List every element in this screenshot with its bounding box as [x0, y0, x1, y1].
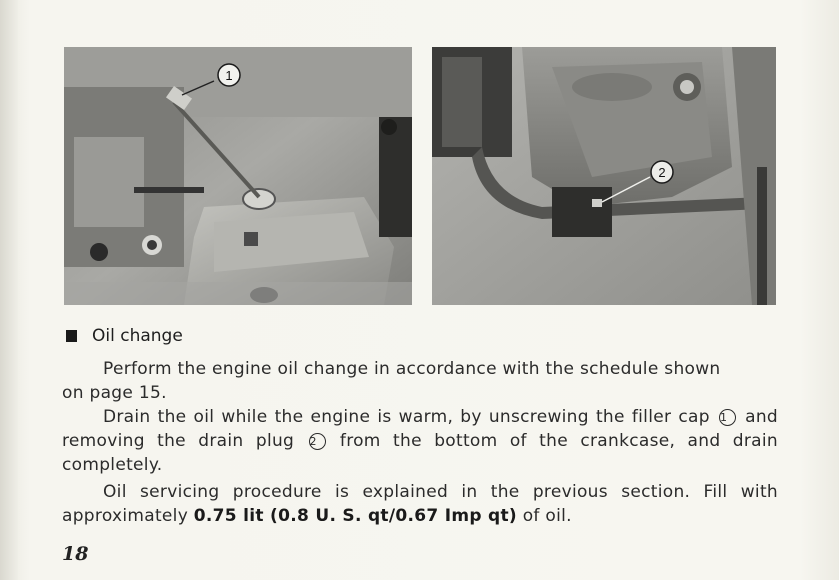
photo-oil-filler-cap — [64, 47, 412, 305]
section-heading-text: Oil change — [92, 326, 183, 346]
section-heading — [66, 326, 183, 346]
oil-capacity: 0.75 lit (0.8 U. S. qt/0.67 Imp qt) — [193, 506, 518, 526]
engine-filler-cap-illustration — [64, 47, 412, 305]
page-spine-shadow — [0, 0, 18, 580]
ref-marker-1: 1 — [719, 409, 736, 426]
paragraph-schedule-line1: Perform the engine oil change in accordance with the schedule shown — [103, 359, 721, 379]
ref-marker-2: 2 — [309, 433, 326, 450]
page-number: 18 — [62, 543, 89, 565]
paragraph-fill — [62, 480, 778, 528]
paragraph-fill-text-2: of oil. — [522, 506, 572, 526]
paragraph-schedule — [62, 357, 778, 405]
paragraph-drain-text-1: Drain the oil while the engine is warm, by unscrewing the filler cap — [103, 407, 710, 427]
crankcase-drain-plug-illustration — [432, 47, 776, 305]
callout-number-2: 2 — [658, 165, 666, 180]
paragraph-drain — [62, 405, 778, 477]
paragraph-drain-text-2: and removing the drain plug — [62, 407, 778, 451]
paragraph-fill-text-1: Oil servicing procedure is explained in the previous section. Fill with approximately — [62, 482, 778, 526]
callout-number-1: 1 — [225, 68, 233, 83]
paragraph-drain-text-3: from the bottom of the crankcase, and drain completely. — [62, 431, 778, 475]
photo-drain-plug — [432, 47, 776, 305]
square-bullet-icon — [66, 330, 77, 342]
paragraph-schedule-line2: on page 15. — [62, 383, 167, 403]
